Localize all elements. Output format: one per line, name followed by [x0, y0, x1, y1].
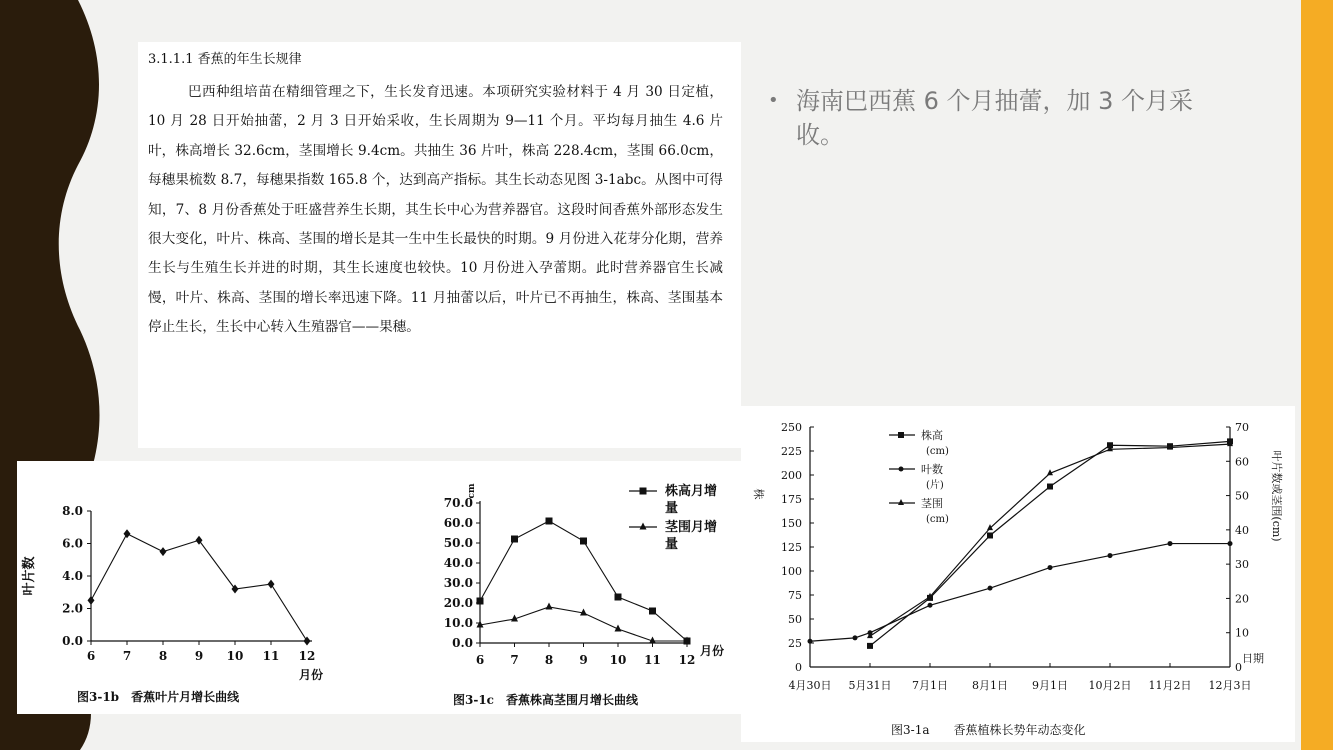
x-tick-label: 12 — [298, 649, 316, 663]
y-tick-label: 70.0 — [443, 496, 473, 510]
series-data-point — [580, 609, 587, 616]
height-girth-growth-chart — [397, 461, 741, 714]
legend-unit: (cm) — [926, 514, 949, 525]
series-data-point — [511, 536, 518, 543]
annual-growth-dynamics-chart — [741, 406, 1295, 742]
legend-label: 株高月增 — [665, 484, 718, 499]
y-tick-label: 60.0 — [443, 516, 473, 530]
series-data-point — [477, 598, 484, 605]
legend-label: 叶数 — [921, 463, 943, 476]
x-tick-label: 7 — [122, 649, 132, 663]
scanned-text-excerpt — [138, 42, 741, 448]
x-tick-label: 11 — [262, 649, 280, 663]
x-tick-label: 9 — [579, 653, 588, 667]
decorative-side-bar — [1301, 0, 1333, 750]
legend-label: 茎围 — [921, 497, 943, 510]
leaf-data-point — [88, 596, 95, 605]
chart-title: 图3-1b 香蕉叶片月增长曲线 — [77, 690, 240, 704]
annual-dynamics-panel — [741, 406, 1295, 742]
series-data-point — [615, 594, 622, 601]
y-axis-label: cm — [467, 483, 477, 499]
left-y-tick-label: 75 — [788, 589, 802, 602]
series-data-point — [987, 532, 993, 538]
series-data-point — [867, 643, 873, 649]
x-tick-label: 10月2日 — [1088, 679, 1132, 692]
x-tick-label: 9月1日 — [1032, 679, 1068, 692]
y-tick-label: 8.0 — [62, 504, 83, 518]
series-data-point — [1047, 484, 1053, 490]
x-tick-label: 6 — [86, 649, 96, 663]
y-tick-label: 0.0 — [452, 636, 473, 650]
right-y-axis-label: 叶片数或茎围(cm) — [1270, 450, 1283, 542]
x-tick-label: 10 — [226, 649, 244, 663]
monthly-growth-panel — [17, 461, 741, 714]
legend-unit: (cm) — [926, 446, 949, 457]
x-tick-label: 12 — [678, 653, 696, 667]
series-data-point — [928, 603, 933, 608]
y-tick-label: 0.0 — [62, 634, 83, 648]
x-tick-label: 6 — [475, 653, 485, 667]
right-y-tick-label: 50 — [1235, 489, 1249, 503]
leaf-data-point — [160, 547, 167, 556]
series-data-point — [988, 586, 993, 591]
leaf-series-line — [91, 534, 307, 641]
series-data-point — [546, 603, 553, 610]
legend-unit: (片) — [926, 480, 944, 491]
legend-label: 茎围月增 — [665, 520, 718, 535]
y-tick-label: 20.0 — [443, 596, 473, 610]
x-tick-label: 12月3日 — [1208, 679, 1252, 692]
y-tick-label: 50.0 — [443, 536, 473, 550]
right-y-tick-label: 70 — [1235, 421, 1249, 434]
x-axis-label: 月份 — [298, 668, 324, 682]
x-tick-label: 10 — [609, 653, 627, 667]
right-y-tick-label: 20 — [1235, 592, 1249, 606]
y-tick-label: 6.0 — [62, 536, 83, 551]
section-heading: 3.1.1.1 香蕉的年生长规律 — [148, 52, 302, 67]
legend-marker — [640, 488, 647, 495]
left-y-tick-label: 250 — [781, 421, 802, 434]
legend-marker — [898, 499, 904, 505]
left-y-tick-label: 125 — [781, 541, 802, 554]
x-axis-label: 月份 — [699, 644, 725, 658]
left-y-tick-label: 200 — [781, 469, 802, 482]
legend-marker — [640, 523, 647, 530]
left-y-tick-label: 100 — [781, 565, 802, 578]
left-y-axis-label: 株 — [752, 488, 765, 500]
right-y-tick-label: 40 — [1235, 523, 1249, 537]
right-y-tick-label: 60 — [1235, 455, 1249, 469]
y-axis-label: 叶片数 — [22, 556, 37, 596]
y-tick-label: 10.0 — [443, 616, 473, 630]
bullet-text: 海南巴西蕉 6 个月抽蕾，加 3 个月采收。 — [796, 87, 1194, 149]
y-tick-label: 4.0 — [62, 569, 83, 583]
x-tick-label: 8月1日 — [972, 679, 1008, 692]
series-data-point — [1228, 541, 1233, 546]
series-data-point — [1108, 553, 1113, 558]
bullet-dot-icon: • — [768, 90, 779, 111]
right-y-tick-label: 30 — [1235, 558, 1249, 572]
series-data-point — [546, 518, 553, 525]
leaf-growth-chart — [17, 461, 397, 714]
left-y-tick-label: 225 — [781, 445, 802, 458]
y-tick-label: 40.0 — [443, 556, 473, 570]
x-tick-label: 8 — [158, 649, 168, 663]
x-tick-label: 7 — [510, 653, 519, 667]
legend-label: 株高 — [921, 429, 943, 442]
series-data-point — [853, 635, 858, 640]
right-y-tick-label: 0 — [1235, 661, 1242, 674]
left-y-tick-label: 175 — [781, 493, 802, 506]
series-data-point — [649, 608, 656, 615]
right-y-tick-label: 10 — [1235, 626, 1249, 640]
x-tick-label: 11月2日 — [1148, 679, 1192, 692]
legend-label-wrap: 量 — [665, 501, 679, 516]
x-tick-label: 5月31日 — [848, 679, 892, 692]
x-tick-label: 7月1日 — [912, 679, 948, 692]
series-data-point — [987, 524, 993, 530]
series-line — [810, 544, 1230, 642]
series-data-point — [1048, 565, 1053, 570]
y-tick-label: 30.0 — [443, 576, 473, 590]
x-tick-label: 11 — [644, 653, 661, 667]
legend-marker — [898, 432, 904, 438]
left-y-tick-label: 25 — [788, 637, 802, 650]
legend-label-wrap: 量 — [665, 537, 679, 552]
x-tick-label: 9 — [194, 649, 204, 663]
series-data-point — [477, 621, 484, 628]
body-paragraph: 巴西种组培苗在精细管理之下，生长发育迅速。本项研究实验材料于 4 月 30 日定植，10 月 28 日开始抽蕾，2 月 3 日开始采收，生长周期为 9—11 个月。平均每月抽生 4.6 片叶，株高增长 32.6cm，茎围增长 9.4cm。共抽生 36 片叶，株高 228.4cm，茎围 66.0cm，每穗果梳数 8.7，每穗果指数 165.8 个，达到高产指标。其生长动态见图 3-1abc。从图中可得知，7、8 月份香蕉处于旺盛营养生长期，其生长中心为营养器官。这段时间香蕉外部形态发生很大变化，叶片、株高、茎围的增长是其一生中生长最快的时期。9 月份进入花芽分化期，营养生长与生殖生长并进的时期，其生长速度也较快。10 月份进入孕蕾期。此时营养器官生长减慢，叶片、株高、茎围的增长率迅速下降。11 月抽蕾以后，叶片已不再抽生，株高、茎围基本停止生长，生长中心转入生殖器官——果穗。 — [148, 84, 723, 336]
left-y-tick-label: 150 — [781, 517, 802, 530]
leaf-data-point — [124, 529, 131, 538]
series-data-point — [580, 538, 587, 545]
left-y-tick-label: 0 — [795, 661, 802, 674]
series-data-point — [1168, 541, 1173, 546]
x-tick-label: 8 — [544, 653, 554, 667]
left-y-tick-label: 50 — [788, 613, 802, 626]
y-tick-label: 2.0 — [62, 601, 83, 616]
chart-title: 图3-1c 香蕉株高茎围月增长曲线 — [453, 693, 638, 707]
series-data-point — [808, 639, 813, 644]
x-axis-label: 日期 — [1242, 652, 1264, 665]
legend-marker — [899, 467, 904, 472]
chart-title: 图3-1a 香蕉植株长势年动态变化 — [891, 723, 1086, 737]
x-tick-label: 4月30日 — [788, 679, 832, 692]
